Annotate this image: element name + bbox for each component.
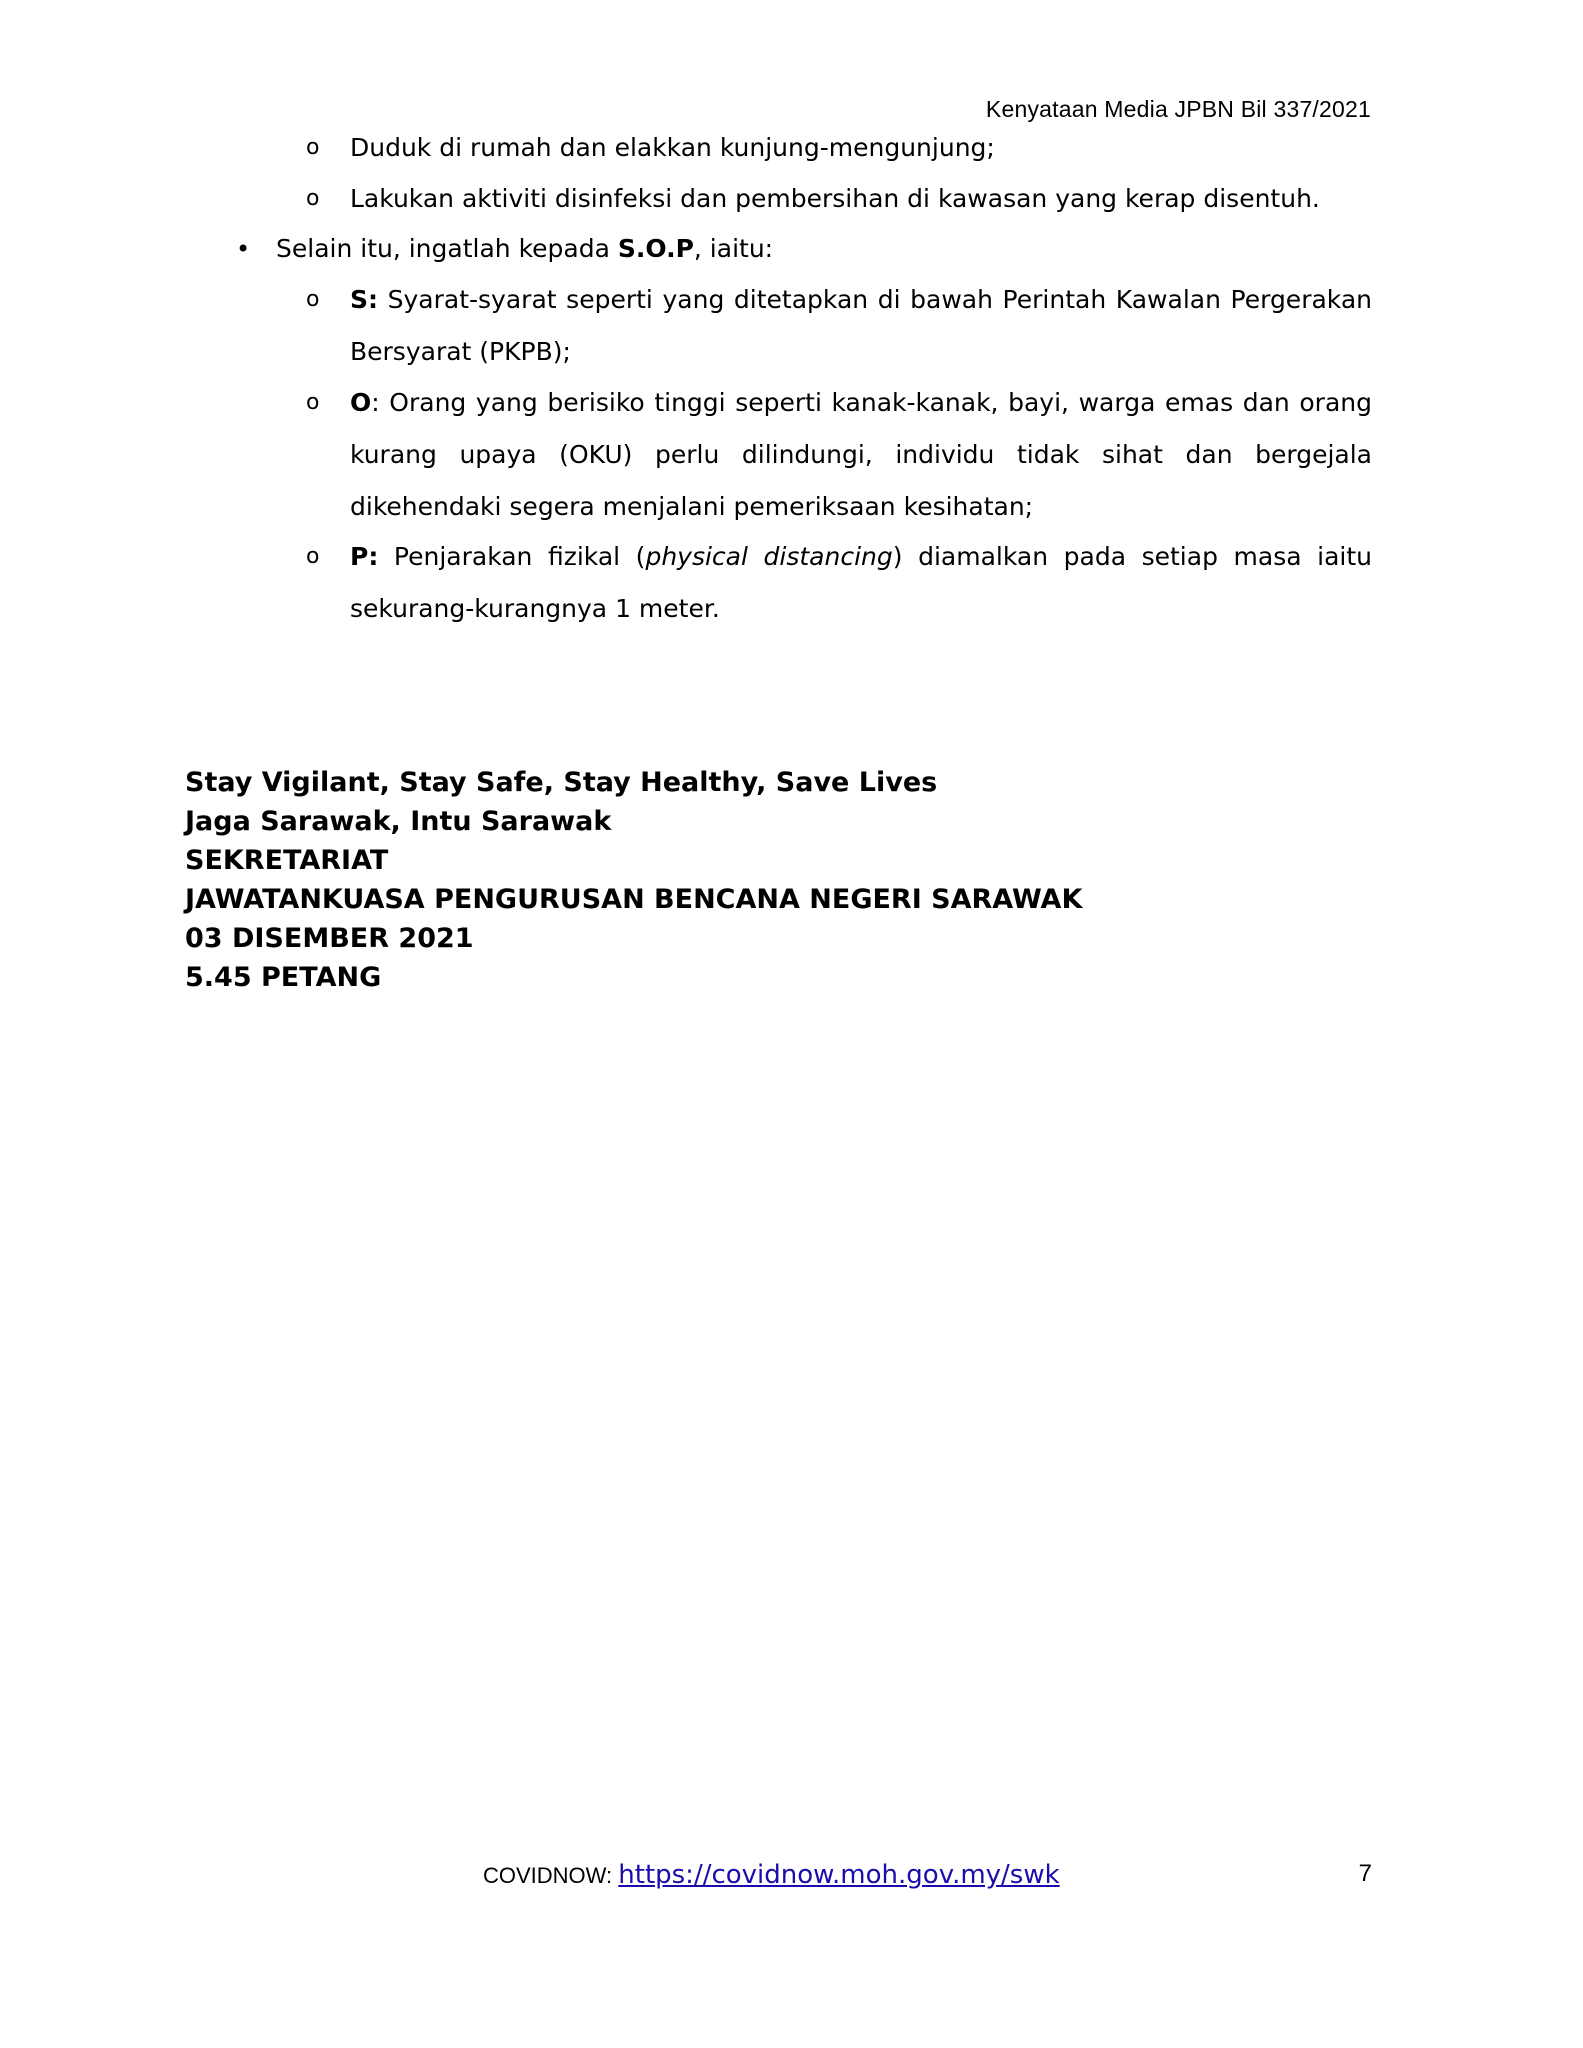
covidnow-link[interactable]: https://covidnow.moh.gov.my/swk [618,1860,1060,1890]
list-item-text [350,377,1372,533]
document-reference: Kenyataan Media JPBN Bil 337/2021 [985,96,1371,122]
list-item-text: Duduk di rumah dan elakkan kunjung-mengunjung; [350,133,995,162]
list-item-text [350,274,1372,378]
list-item-text [350,531,1372,635]
list-item-stay-home [306,122,1372,174]
list-item-text [276,223,1376,275]
sop-acronym: S.O.P [617,234,694,263]
release-time: 5.45 PETANG [185,962,382,993]
circle-bullet-icon: o [306,287,320,312]
release-date: 03 DISEMBER 2021 [185,923,474,954]
sop-intro-text: Selain itu, ingatlah kepada [276,234,618,263]
circle-bullet-icon: o [306,390,320,415]
sop-o-text: : Orang yang berisiko tinggi seperti kanak-kanak, bayi, warga emas dan orang kurang upaya (OKU) perlu dilindungi, individu tidak sihat dan bergejala dikehendaki segera menjalani pemeriksaan kesihatan; [350,388,1372,521]
committee-name: JAWATANKUASA PENGURUSAN BENCANA NEGERI SARAWAK [185,884,1083,915]
circle-bullet-icon: o [306,186,320,211]
page-number: 7 [1358,1860,1372,1887]
footer-link-group [483,1860,1060,1890]
list-item-sop-s [306,274,1372,378]
footer-label: COVIDNOW: [483,1863,619,1888]
tagline: Jaga Sarawak, Intu Sarawak [185,806,612,837]
list-item-sop-intro [236,223,1376,275]
list-item-text: Lakukan aktiviti disinfeksi dan pembersihan di kawasan yang kerap disentuh. [350,184,1320,213]
signature-block [185,763,1082,997]
list-item-sop-p [306,531,1372,635]
list-item-sop-o [306,377,1372,533]
sop-letter-o: O [350,388,372,417]
sop-letter-p: P: [350,542,379,571]
sop-p-text-end: ) diamalkan pada setiap masa iaitu sekurang-kurangnya 1 meter. [350,542,1372,623]
circle-bullet-icon: o [306,135,320,160]
sop-intro-suffix: , iaitu: [693,234,774,263]
bullet-icon: • [236,235,251,263]
sop-s-text: Syarat-syarat seperti yang ditetapkan di bawah Perintah Kawalan Pergerakan Bersyarat (PKPB); [350,285,1372,366]
secretariat-label: SEKRETARIAT [185,845,389,876]
slogan-line: Stay Vigilant, Stay Safe, Stay Healthy, Save Lives [185,767,938,798]
sop-letter-s: S: [350,285,379,314]
sop-p-italic: physical distancing [645,542,893,571]
circle-bullet-icon: o [306,544,320,569]
sop-p-text: Penjarakan fizikal ( [378,542,646,571]
list-item-disinfect [306,173,1372,225]
